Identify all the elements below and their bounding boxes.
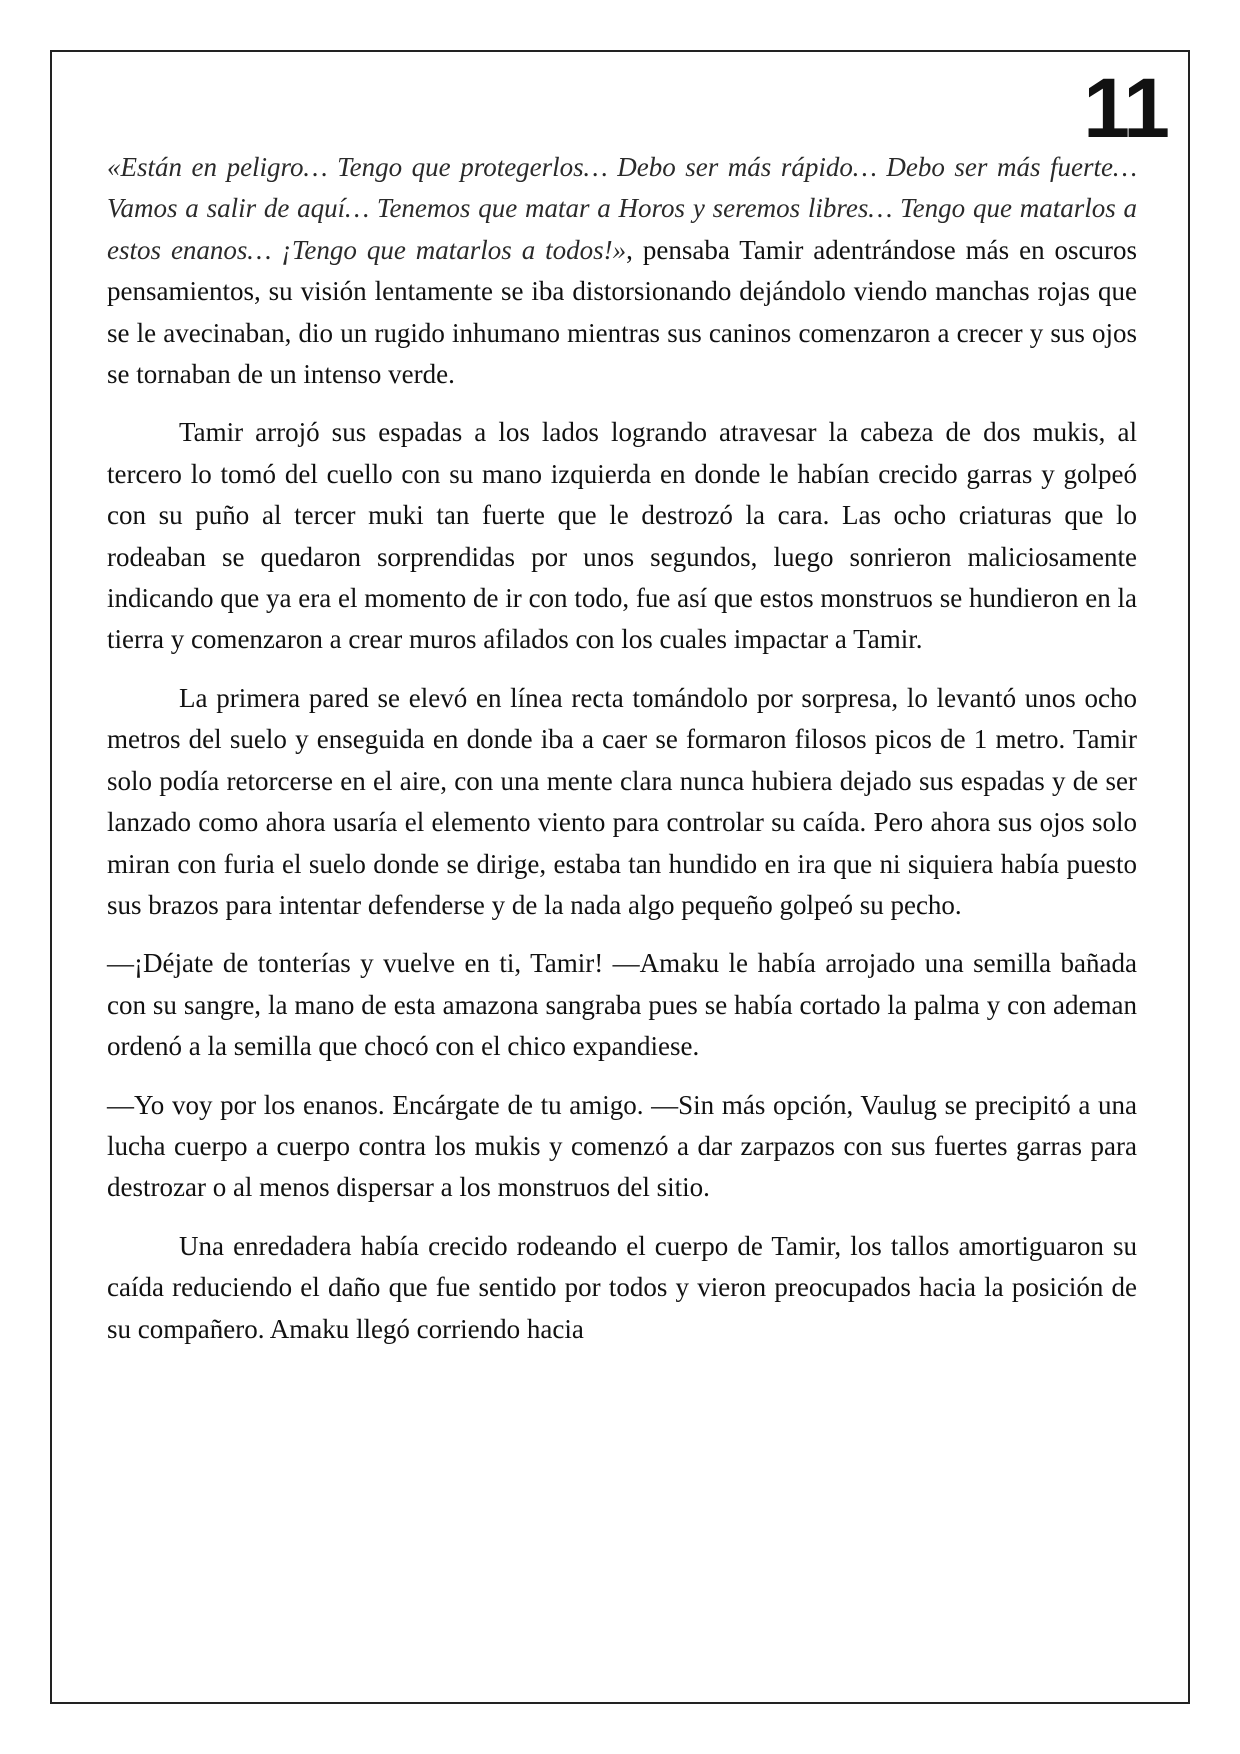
dialogue-amaku: —¡Déjate de tonterías y vuelve en ti, Tamir! —Amaku le había arrojado una semilla bañada con su sangre, la mano de esta amazona sangraba pues se había cortado la palma y con ademan ordenó a la semilla que chocó con el chico expandiese. (107, 948, 1137, 1062)
dialogue-vaulug: —Yo voy por los enanos. Encárgate de tu amigo. —Sin más opción, Vaulug se precipitó a una lucha cuerpo a cuerpo contra los mukis y comenzó a dar zarpazos con sus fuertes garras para destrozar o al menos dispersar a los monstruos del sitio. (107, 1089, 1137, 1203)
paragraph-1-text: , pensaba Tamir adentrándose más en oscuros pensamientos, su visión lentamente se iba distorsionando dejándolo viendo manchas rojas que se le avecinaban, dio un rugido inhumano mientras sus caninos comenzaron a crecer y sus ojos se tornaban de un intenso verde. (107, 234, 1137, 390)
paragraph-6: Una enredadera había crecido rodeando el cuerpo de Tamir, los tallos amortiguaron su caída reduciendo el daño que fue sentido por todos y vieron preocupados hacia la posición de su compañero. Amaku llegó corriendo hacia (107, 1230, 1137, 1344)
page-number: 11 (1083, 61, 1168, 155)
paragraph-3: La primera pared se elevó en línea recta tomándolo por sorpresa, lo levantó unos ocho metros del suelo y enseguida en donde iba a caer se formaron filosos picos de 1 metro. Tamir solo podía retorcerse en el aire, con una mente clara nunca hubiera dejado sus espadas y de ser lanzado como ahora usaría el elemento viento para controlar su caída. Pero ahora sus ojos solo miran con furia el suelo donde se dirige, estaba tan hundido en ira que ni siquiera había puesto sus brazos para intentar defenderse y de la nada algo pequeño golpeó su pecho. (107, 682, 1137, 920)
text-body (107, 147, 1137, 1367)
inner-thought: «Están en peligro… Tengo que protegerlos… Debo ser más rápido… Debo ser más fuerte… Vamos a salir de aquí… Tenemos que matar a Horos y seremos libres… Tengo que matarlos a estos enanos… ¡Tengo que matarlos a todos!» (107, 152, 1137, 265)
paragraph-2: Tamir arrojó sus espadas a los lados logrando atravesar la cabeza de dos mukis, al tercero lo tomó del cuello con su mano izquierda en donde le habían crecido garras y golpeó con su puño al tercer muki tan fuerte que le destrozó la cara. Las ocho criaturas que lo rodeaban se quedaron sorprendidas por unos segundos, luego sonrieron maliciosamente indicando que ya era el momento de ir con todo, fue así que estos monstruos se hundieron en la tierra y comenzaron a crear muros afilados con los cuales impactar a Tamir. (107, 417, 1137, 655)
page-frame (50, 50, 1190, 1704)
paragraph-1 (107, 147, 1137, 395)
